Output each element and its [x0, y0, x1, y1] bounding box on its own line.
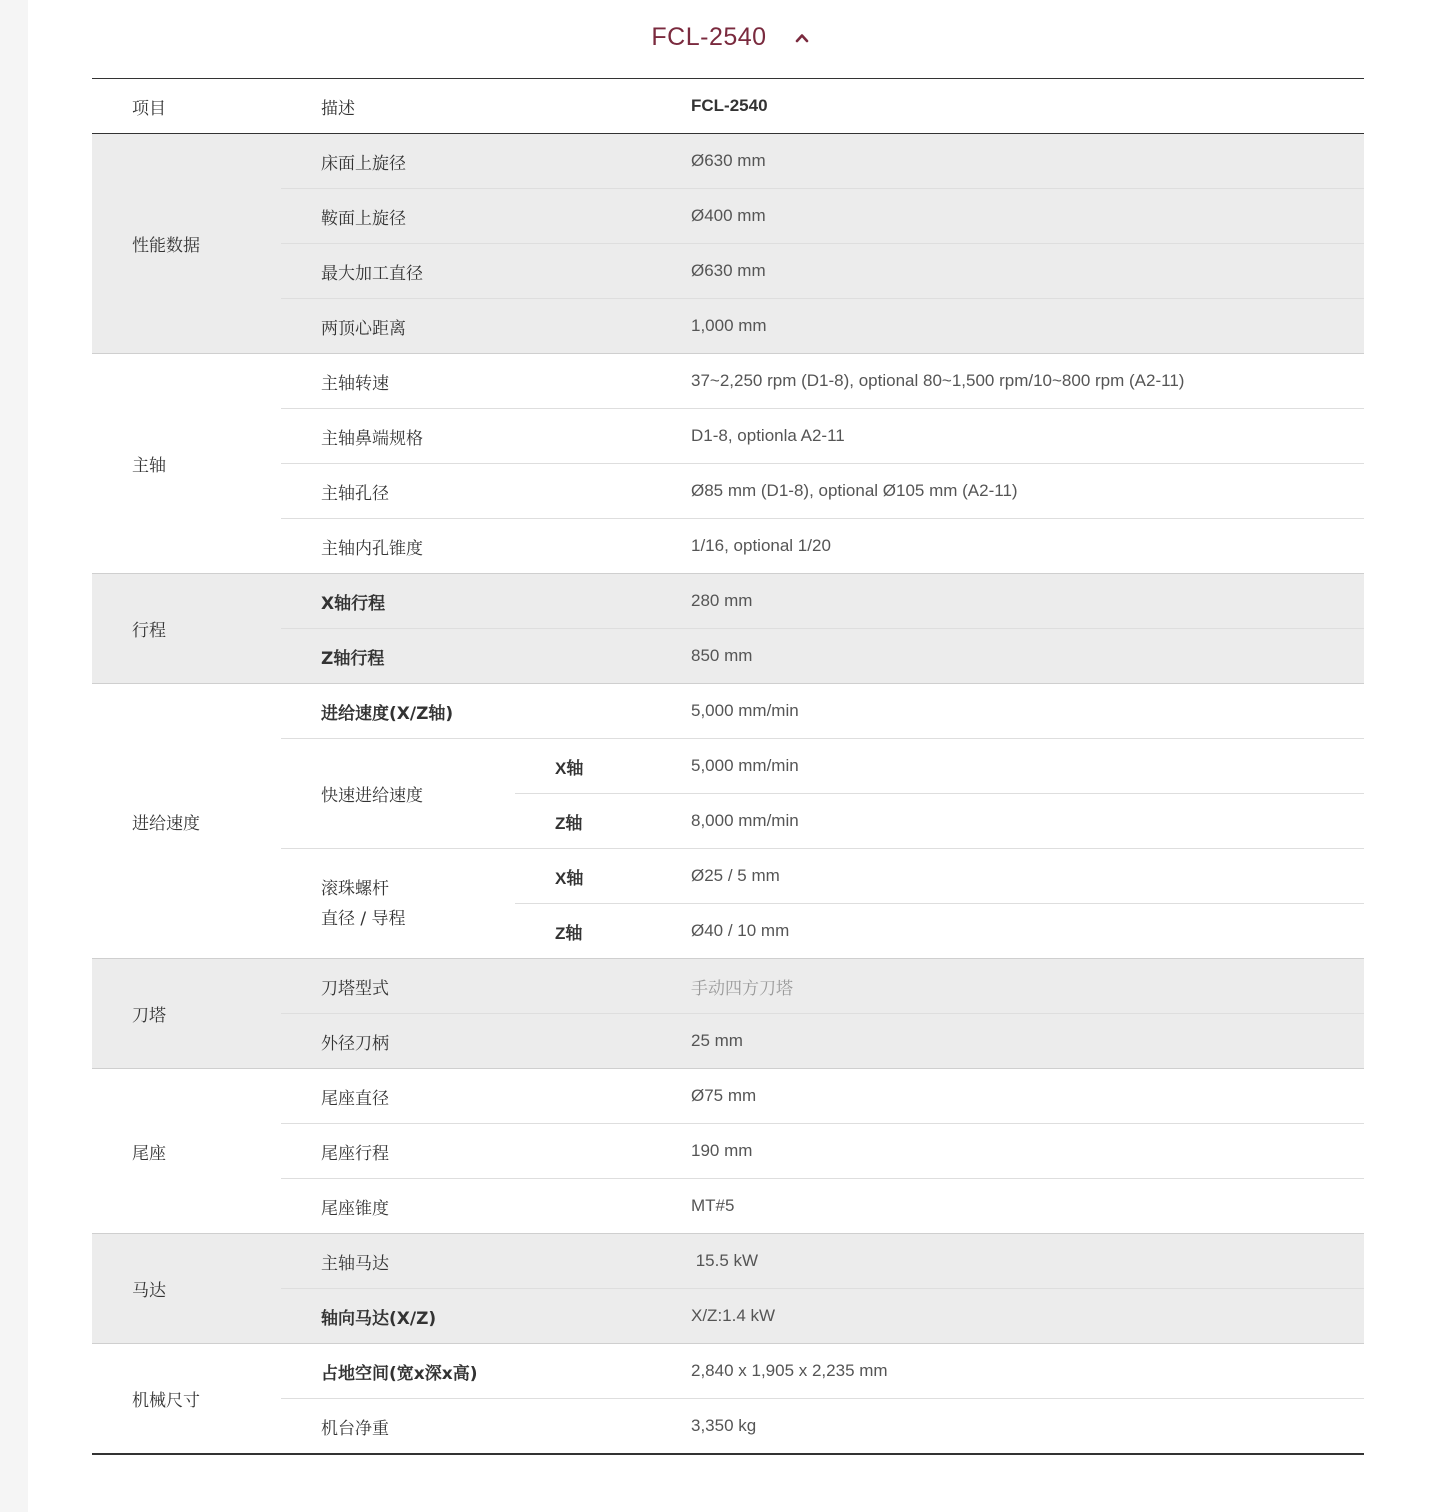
spec-desc: 进给速度(X/Z轴) — [281, 684, 691, 739]
spec-desc: 最大加工直径 — [281, 244, 691, 299]
table-row — [92, 1234, 1364, 1289]
spec-value: 1/16, optional 1/20 — [691, 519, 1364, 574]
spec-desc: X轴行程 — [281, 574, 691, 629]
group-label-travel: 行程 — [92, 574, 281, 684]
spec-desc: 快速进给速度 — [281, 739, 515, 849]
table-header-row — [92, 79, 1364, 134]
spec-desc: 刀塔型式 — [281, 959, 691, 1014]
axis-label: Z轴 — [515, 794, 691, 849]
spec-value: 15.5 kW — [691, 1234, 1364, 1289]
spec-desc: 主轴内孔锥度 — [281, 519, 691, 574]
table-row — [92, 1124, 1364, 1179]
table-row — [92, 739, 1364, 794]
accordion-header[interactable] — [28, 0, 1432, 74]
spec-value: Ø630 mm — [691, 134, 1364, 189]
spec-value: 37~2,250 rpm (D1-8), optional 80~1,500 rpm/10~800 rpm (A2-11) — [691, 354, 1364, 409]
column-header-desc: 描述 — [281, 79, 691, 134]
axis-label: Z轴 — [515, 904, 691, 959]
spec-value: Ø25 / 5 mm — [691, 849, 1364, 904]
chevron-up-icon[interactable] — [795, 30, 809, 44]
group-label-spindle: 主轴 — [92, 354, 281, 574]
spec-value: 190 mm — [691, 1124, 1364, 1179]
table-row — [92, 1014, 1364, 1069]
spec-value: 850 mm — [691, 629, 1364, 684]
axis-label: X轴 — [515, 739, 691, 794]
spec-value: 3,350 kg — [691, 1399, 1364, 1455]
spec-desc: 尾座直径 — [281, 1069, 691, 1124]
table-row — [92, 409, 1364, 464]
spec-desc-line: 直径 / 导程 — [321, 908, 406, 929]
spec-value: 手动四方刀塔 — [691, 959, 1364, 1014]
spec-desc: 主轴转速 — [281, 354, 691, 409]
table-row — [92, 1399, 1364, 1455]
table-row — [92, 684, 1364, 739]
spec-panel — [28, 0, 1432, 1512]
spec-value: 8,000 mm/min — [691, 794, 1364, 849]
spec-desc: 轴向马达(X/Z) — [281, 1289, 691, 1344]
group-label-feed: 进给速度 — [92, 684, 281, 959]
spec-desc: 尾座行程 — [281, 1124, 691, 1179]
spec-desc: 床面上旋径 — [281, 134, 691, 189]
table-row — [92, 1179, 1364, 1234]
spec-value: 5,000 mm/min — [691, 739, 1364, 794]
table-row — [92, 244, 1364, 299]
group-label-tailstock: 尾座 — [92, 1069, 281, 1234]
spec-value: Ø75 mm — [691, 1069, 1364, 1124]
accordion-title: FCL-2540 — [651, 22, 767, 51]
table-row — [92, 629, 1364, 684]
spec-value: D1-8, optionla A2-11 — [691, 409, 1364, 464]
spec-value: 5,000 mm/min — [691, 684, 1364, 739]
table-row — [92, 1289, 1364, 1344]
spec-desc: 两顶心距离 — [281, 299, 691, 354]
table-row — [92, 1344, 1364, 1399]
spec-value: Ø85 mm (D1-8), optional Ø105 mm (A2-11) — [691, 464, 1364, 519]
table-row — [92, 464, 1364, 519]
table-row — [92, 354, 1364, 409]
spec-desc: 主轴鼻端规格 — [281, 409, 691, 464]
spec-value: MT#5 — [691, 1179, 1364, 1234]
table-row — [92, 959, 1364, 1014]
spec-desc: 鞍面上旋径 — [281, 189, 691, 244]
table-row — [92, 574, 1364, 629]
table-row — [92, 519, 1364, 574]
spec-desc: 尾座锥度 — [281, 1179, 691, 1234]
spec-desc: Z轴行程 — [281, 629, 691, 684]
table-row — [92, 299, 1364, 354]
spec-desc: 外径刀柄 — [281, 1014, 691, 1069]
table-row — [92, 189, 1364, 244]
spec-desc-ballscrew — [281, 849, 515, 959]
group-label-performance: 性能数据 — [92, 134, 281, 354]
group-label-turret: 刀塔 — [92, 959, 281, 1069]
spec-value: Ø40 / 10 mm — [691, 904, 1364, 959]
spec-value: Ø630 mm — [691, 244, 1364, 299]
spec-desc: 占地空间(宽x深x高) — [281, 1344, 691, 1399]
spec-table — [92, 78, 1364, 1455]
spec-value: X/Z:1.4 kW — [691, 1289, 1364, 1344]
spec-desc: 机台净重 — [281, 1399, 691, 1455]
spec-value: Ø400 mm — [691, 189, 1364, 244]
column-header-item: 项目 — [92, 79, 281, 134]
table-row — [92, 849, 1364, 904]
spec-value: 25 mm — [691, 1014, 1364, 1069]
spec-desc-line: 滚珠螺杆 — [321, 878, 389, 899]
table-row — [92, 1069, 1364, 1124]
spec-value: 2,840 x 1,905 x 2,235 mm — [691, 1344, 1364, 1399]
spec-value: 1,000 mm — [691, 299, 1364, 354]
spec-desc: 主轴孔径 — [281, 464, 691, 519]
spec-value: 280 mm — [691, 574, 1364, 629]
group-label-dimensions: 机械尺寸 — [92, 1344, 281, 1455]
column-header-model: FCL-2540 — [691, 79, 1364, 134]
spec-desc: 主轴马达 — [281, 1234, 691, 1289]
table-row — [92, 134, 1364, 189]
axis-label: X轴 — [515, 849, 691, 904]
group-label-motor: 马达 — [92, 1234, 281, 1344]
